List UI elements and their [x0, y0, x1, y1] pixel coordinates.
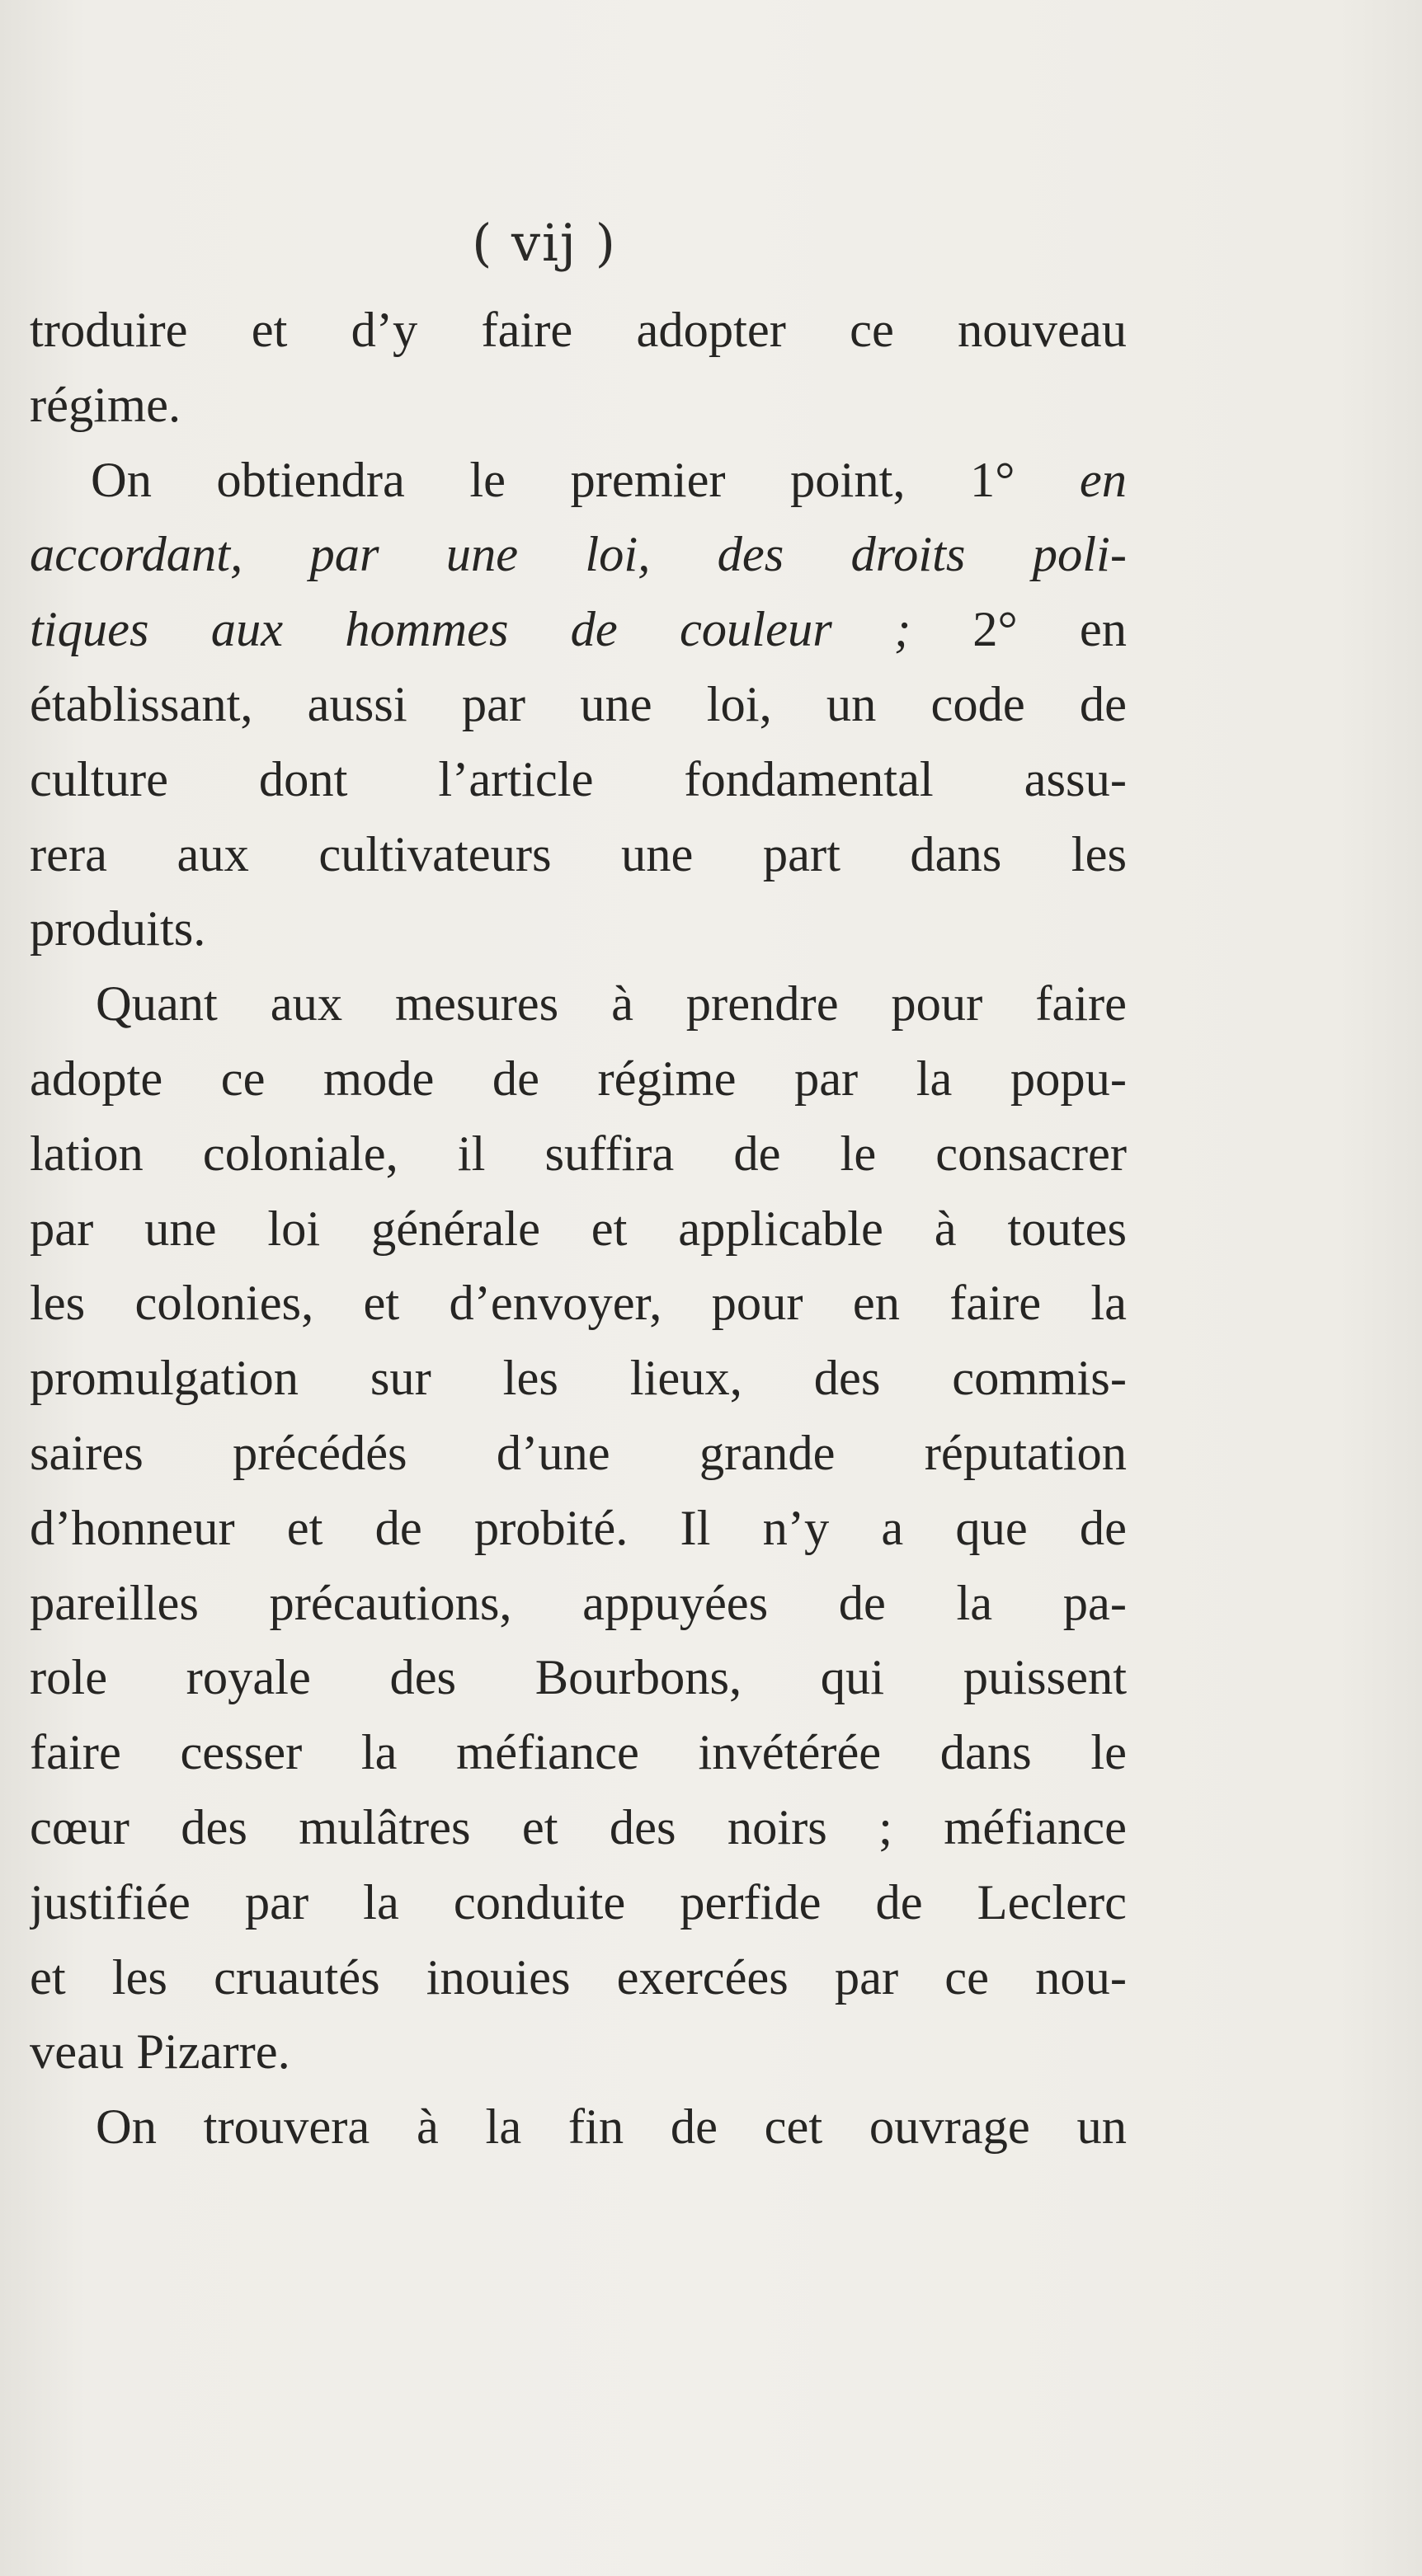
- italic-segment: en: [1079, 452, 1127, 508]
- text-line: produits.: [30, 901, 206, 957]
- text-line: culture dont l’article fondamental assu-: [30, 751, 1127, 807]
- text-line: faire cesser la méfiance invétérée dans le: [30, 1725, 1127, 1781]
- text-line: les colonies, et d’envoyer, pour en faire la: [30, 1276, 1127, 1332]
- text-segment: 2° en: [911, 602, 1127, 658]
- text-line: promulgation sur les lieux, des commis-: [30, 1351, 1127, 1407]
- text-line: et les cruautés inouies exercées par ce nou-: [30, 1949, 1127, 2005]
- text-line: pareilles précautions, appuyées de la pa-: [30, 1575, 1127, 1631]
- text-segment: On obtiendra le premier point, 1°: [91, 452, 1080, 508]
- italic-segment: tiques aux hommes de couleur ;: [30, 602, 911, 658]
- text-line: lation coloniale, il suffira de le consacrer: [30, 1126, 1127, 1182]
- text-line: troduire et d’y faire adopter ce nouveau: [30, 303, 1127, 358]
- text-line: adopte ce mode de régime par la popu-: [30, 1051, 1127, 1107]
- text-line: rera aux cultivateurs une part dans les: [30, 826, 1127, 882]
- text-line: [30, 593, 1127, 668]
- body-text: [30, 294, 1127, 2165]
- page-number-header: ( vij ): [472, 213, 617, 273]
- text-line: d’honneur et de probité. Il n’y a que de: [30, 1500, 1127, 1556]
- text-line: role royale des Bourbons, qui puissent: [30, 1650, 1127, 1706]
- text-line: cœur des mulâtres et des noirs ; méfiance: [30, 1799, 1127, 1855]
- text-line: Quant aux mesures à prendre pour faire: [96, 976, 1127, 1032]
- text-line: saires précédés d’une grande réputation: [30, 1425, 1127, 1481]
- text-line: justifiée par la conduite perfide de Leclerc: [30, 1874, 1127, 1930]
- text-line: veau Pizarre.: [30, 2024, 290, 2080]
- text-line: par une loi générale et applicable à toutes: [30, 1201, 1127, 1257]
- text-line: établissant, aussi par une loi, un code de: [30, 676, 1127, 732]
- text-line: [30, 518, 1127, 593]
- text-line: régime.: [30, 377, 181, 433]
- text-line: [30, 444, 1127, 519]
- italic-segment: accordant, par une loi, des droits poli-: [30, 527, 1127, 583]
- text-line: On trouvera à la fin de cet ouvrage un: [96, 2099, 1127, 2155]
